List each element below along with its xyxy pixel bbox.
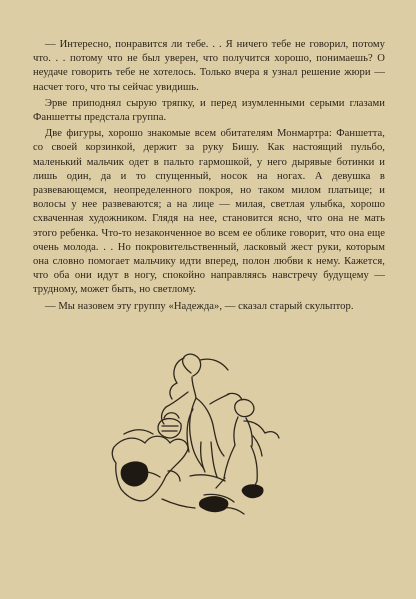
paragraph-2: Эрве приподнял сырую тряпку, и перед изумленными серыми глазами Фаншетты предстала группа. bbox=[33, 97, 385, 124]
paragraph-4: — Мы назовем эту группу «Надежда», — сказал старый скульптор. bbox=[45, 300, 354, 312]
sculpture-sketch-icon bbox=[104, 350, 294, 532]
paragraph-1: — Интересно, понравится ли тебе. . . Я ничего тебе не говорил, потому что. . . потому что не был уверен, что получится хорошо, понимаешь? О неудаче говорить тебе не хотелось. Только вчера я узнал решение жюри — насчет того, что ты сейчас увидишь. bbox=[33, 39, 385, 93]
page-text bbox=[33, 38, 385, 314]
paragraph-3: Две фигуры, хорошо знакомые всем обитателям Монмартра: Фаншетта, со своей корзинкой, держит за руку Бишу. Как настоящий пульбо, маленький мальчик одет в пальто гармошкой, у него дырявые ботинки и лишь один, да и то спущенный, носок на ногах. А девушка в развевающемся, неопределенного покроя, но таком милом платьице; и волосы у нее развеваются; а на лице — милая, светлая улыбка, хорошо схваченная художником. Глядя на нее, становится ясно, что она не мать этого ребенка. Что-то незаконченное во всем ее облике говорит, что она еще очень молода. . . Но покровительственный, ласковый жест руки, которым она словно помогает мальчику идти вперед, полон любви к нему. Кажется, что оба они идут в ногу, спокойно направляясь навстречу будущему — трудному, может быть, но светлому. bbox=[33, 128, 385, 296]
